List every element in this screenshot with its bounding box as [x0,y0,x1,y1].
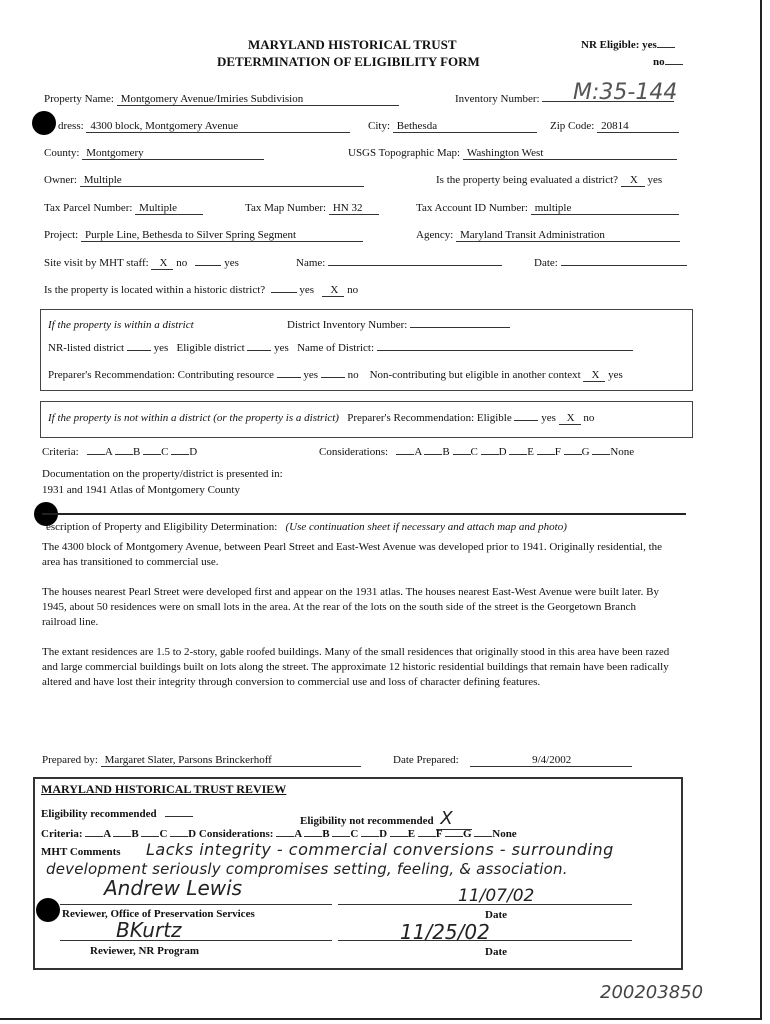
district-prep-rec-row [48,369,623,382]
district-inventory-field[interactable] [410,327,510,328]
review-cons-none: None [492,828,517,840]
noncontrib-mark[interactable]: X [583,369,605,382]
document-number: 200203850 [600,982,704,1003]
review-cons-d: D [379,828,388,840]
punch-hole-bottom [36,898,60,922]
date-label: Date: [534,257,558,269]
tax-account-row [416,202,679,215]
noncontrib-label: Non-contributing but eligible in another context [369,369,581,381]
cons-none: None [610,446,635,458]
eligibility-recommended-row [41,808,193,820]
historic-district-row [44,284,358,297]
review-cons-g: G [462,828,472,840]
eligibility-not-recommended-mark[interactable]: X [436,808,472,830]
cons-f: F [554,446,561,458]
review-criteria-row [41,828,517,840]
district-inventory-label: District Inventory Number: [287,319,408,331]
review-cons-e: E [407,828,416,840]
review-criteria-d: D [188,828,197,840]
nr-eligible-no-label: no [653,56,665,68]
description-paragraph-1: The 4300 block of Montgomery Avenue, between Pearl Street and East-West Avenue was developed prior to 1941. Originally residential, the area has transitioned to commercial use. [42,541,663,568]
not-within-district-row [48,412,594,425]
project-label: Project: [44,229,79,241]
usgs-label: USGS Topographic Map: [348,147,461,159]
historic-district-question: Is the property is located within a historic district? [44,284,266,296]
historic-district-no-mark[interactable]: X [322,284,344,297]
contributing-no: no [347,369,359,381]
inventory-number-label: Inventory Number: [455,93,540,105]
signature-reviewer-nr: BKurtz [116,918,182,942]
district-yes-label: yes [647,174,663,186]
documentation-line2: 1931 and 1941 Atlas of Montgomery County [42,484,240,496]
cons-d: D [498,446,507,458]
date-line-2 [338,940,632,941]
prepared-by-label: Prepared by: [42,754,98,766]
cons-b: B [442,446,450,458]
page-edge-bottom [0,1018,762,1020]
usgs-field[interactable]: Washington West [463,147,677,160]
property-name-label: Property Name: [44,93,114,105]
nr-listed-label: NR-listed district [48,342,125,354]
tax-map-row [245,202,379,215]
eligible-yes: yes [541,412,556,424]
review-considerations-label: Considerations: [198,828,274,840]
name-label: Name: [296,257,326,269]
property-name-field[interactable]: Montgomery Avenue/Imiries Subdivision [117,93,399,106]
prepared-by-row [42,754,361,767]
description-paragraph-3: The extant residences are 1.5 to 2-story, gable roofed buildings. Many of the small residences that originally stood in this area have been razed and large commercial buildings built on lots along the street. The approximate 12 historic residential buildings that remain have been radically altered and have lost their integrity through conversion to commercial use and loss of character defining features. [42,646,670,688]
not-district-prep-rec-label: Preparer's Recommendation: Eligible [347,412,512,424]
historic-district-no-label: no [347,284,359,296]
county-field[interactable]: Montgomery [82,147,264,160]
eligibility-not-recommended-row [300,808,472,830]
reviewer-nr-label: Reviewer, NR Program [90,945,200,957]
tax-account-field[interactable]: multiple [531,202,679,215]
district-question-row [436,174,662,187]
review-cons-c: C [350,828,359,840]
tax-parcel-label: Tax Parcel Number: [44,202,133,214]
tax-map-field[interactable]: HN 32 [329,202,379,215]
address-label: dress: [58,120,84,132]
criteria-label: Criteria: [42,446,79,458]
review-date-2-value[interactable]: 11/25/02 [400,920,490,944]
criteria-d: D [189,446,198,458]
district-inventory-row [287,319,510,331]
eligible-district-label: Eligible district [176,342,245,354]
contributing-yes-mark[interactable] [277,377,301,378]
eligibility-not-recommended-label: Eligibility not recommended [300,815,434,827]
historic-district-yes-label: yes [299,284,315,296]
review-date-1-value[interactable]: 11/07/02 [458,886,535,906]
review-date-2-label: Date [485,946,507,958]
city-label: City: [368,120,391,132]
zip-label: Zip Code: [550,120,595,132]
nr-listed-yes: yes [153,342,169,354]
contributing-yes: yes [303,369,319,381]
documentation-line1: Documentation on the property/district is presented in: [42,468,283,480]
site-visit-row [44,257,239,270]
county-row [44,147,264,160]
site-visit-no-mark[interactable]: X [151,257,173,270]
nr-eligible-yes [581,39,675,51]
project-field[interactable]: Purple Line, Bethesda to Silver Spring Segment [81,229,363,242]
site-visit-label: Site visit by MHT staff: [44,257,149,269]
name-row [296,257,502,269]
city-row [368,120,537,133]
review-criteria-c: C [159,828,168,840]
name-of-district-field[interactable] [377,350,633,351]
mht-comments-label: MHT Comments [41,846,121,858]
property-name-row [44,93,399,106]
form-title-line1: MARYLAND HISTORICAL TRUST [248,37,457,52]
site-visit-yes-mark[interactable] [195,265,221,266]
review-criteria-a: A [103,828,111,840]
nr-listed-mark[interactable] [127,350,151,351]
date-prepared-field[interactable]: 9/4/2002 [470,754,632,767]
date-line-1 [338,904,632,905]
review-criteria-label: Criteria: [41,828,83,840]
cons-c: C [470,446,478,458]
agency-label: Agency: [416,229,454,241]
review-cons-a: A [294,828,302,840]
eligibility-recommended-mark[interactable] [165,816,193,817]
city-field[interactable]: Bethesda [393,120,537,133]
form-title-line2: DETERMINATION OF ELIGIBILITY FORM [217,54,480,69]
cons-g: G [581,446,590,458]
site-visit-no-label: no [176,257,188,269]
name-of-district-label: Name of District: [297,342,375,354]
criteria-c: C [161,446,169,458]
tax-account-label: Tax Account ID Number: [416,202,528,214]
review-criteria-b: B [131,828,139,840]
description-heading-row [46,521,567,533]
description-divider [42,513,686,515]
nr-eligible-no [653,56,683,68]
signature-reviewer-ops: Andrew Lewis [104,876,243,900]
eligible-no: no [583,412,595,424]
tax-map-label: Tax Map Number: [245,202,327,214]
criteria-a: A [104,446,113,458]
description-paragraph-2: The houses nearest Pearl Street were developed first and appear on the 1931 atlas. The houses nearest East-West Avenue were built later. By 1945, about 50 residences were on small lots in the area. At the rear of the lots on the south side of the street is the Georgetown Branch railroad line. [42,586,659,628]
district-question: Is the property being evaluated a district? [436,174,619,186]
date-field[interactable] [561,265,687,266]
review-heading: MARYLAND HISTORICAL TRUST REVIEW [41,782,287,796]
owner-label: Owner: [44,174,77,186]
zip-field[interactable]: 20814 [597,120,679,133]
reviewer-ops-label: Reviewer, Office of Preservation Services [62,908,255,920]
date-prepared-row [393,754,632,767]
review-cons-b: B [322,828,330,840]
address-field[interactable]: 4300 block, Montgomery Avenue [86,120,350,133]
eligibility-recommended-label: Eligibility recommended [41,808,157,820]
usgs-row [348,147,677,160]
historic-district-yes-mark[interactable] [271,292,297,293]
signature-line-1 [60,904,332,905]
owner-field[interactable]: Multiple [80,174,364,187]
district-yes-mark[interactable]: X [621,174,645,187]
description-note: (Use continuation sheet if necessary and attach map and photo) [285,521,567,533]
eligible-district-yes: yes [274,342,289,354]
considerations-row [319,446,634,458]
criteria-row [42,446,197,458]
date-prepared-label: Date Prepared: [393,754,459,766]
tax-parcel-field[interactable]: Multiple [135,202,203,215]
agency-row [416,229,680,242]
zip-row [550,120,679,133]
considerations-label: Considerations: [319,446,389,458]
review-date-1-label: Date [485,909,507,921]
noncontrib-yes: yes [608,369,623,381]
prepared-by-field[interactable]: Margaret Slater, Parsons Brinckerhoff [101,754,361,767]
eligible-yes-mark[interactable] [514,420,538,421]
inventory-number-handwritten: M:35-144 [573,80,678,105]
date-row [534,257,687,269]
owner-row [44,174,364,187]
description-label: escription of Property and Eligibility Determination: [46,521,278,533]
name-field[interactable] [328,265,502,266]
nr-eligible-yes-label: yes [642,39,657,51]
project-row [44,229,363,242]
review-cons-f: F [435,828,443,840]
criteria-b: B [133,446,141,458]
county-label: County: [44,147,80,159]
not-within-district-heading: If the property is not within a district (or the property is a district) [48,412,339,424]
eligible-no-mark[interactable]: X [559,412,581,425]
page-edge-right [760,0,762,1018]
cons-a: A [414,446,422,458]
within-district-heading: If the property is within a district [48,319,194,331]
tax-parcel-row [44,202,203,215]
nr-eligible-label: NR Eligible: [581,39,640,51]
contributing-no-mark[interactable] [321,377,345,378]
eligible-district-mark[interactable] [247,350,271,351]
cons-e: E [527,446,535,458]
mht-comments-line2: development seriously compromises setting, feeling, & association. [46,860,568,878]
nr-listed-row [48,342,633,354]
signature-line-2 [60,940,332,941]
district-prep-rec-label: Preparer's Recommendation: Contributing resource [48,369,274,381]
punch-hole-top [32,111,56,135]
address-row [58,120,350,133]
agency-field[interactable]: Maryland Transit Administration [456,229,680,242]
site-visit-yes-label: yes [224,257,239,269]
mht-comments-line1: Lacks integrity - commercial conversions - surrounding [146,840,614,859]
